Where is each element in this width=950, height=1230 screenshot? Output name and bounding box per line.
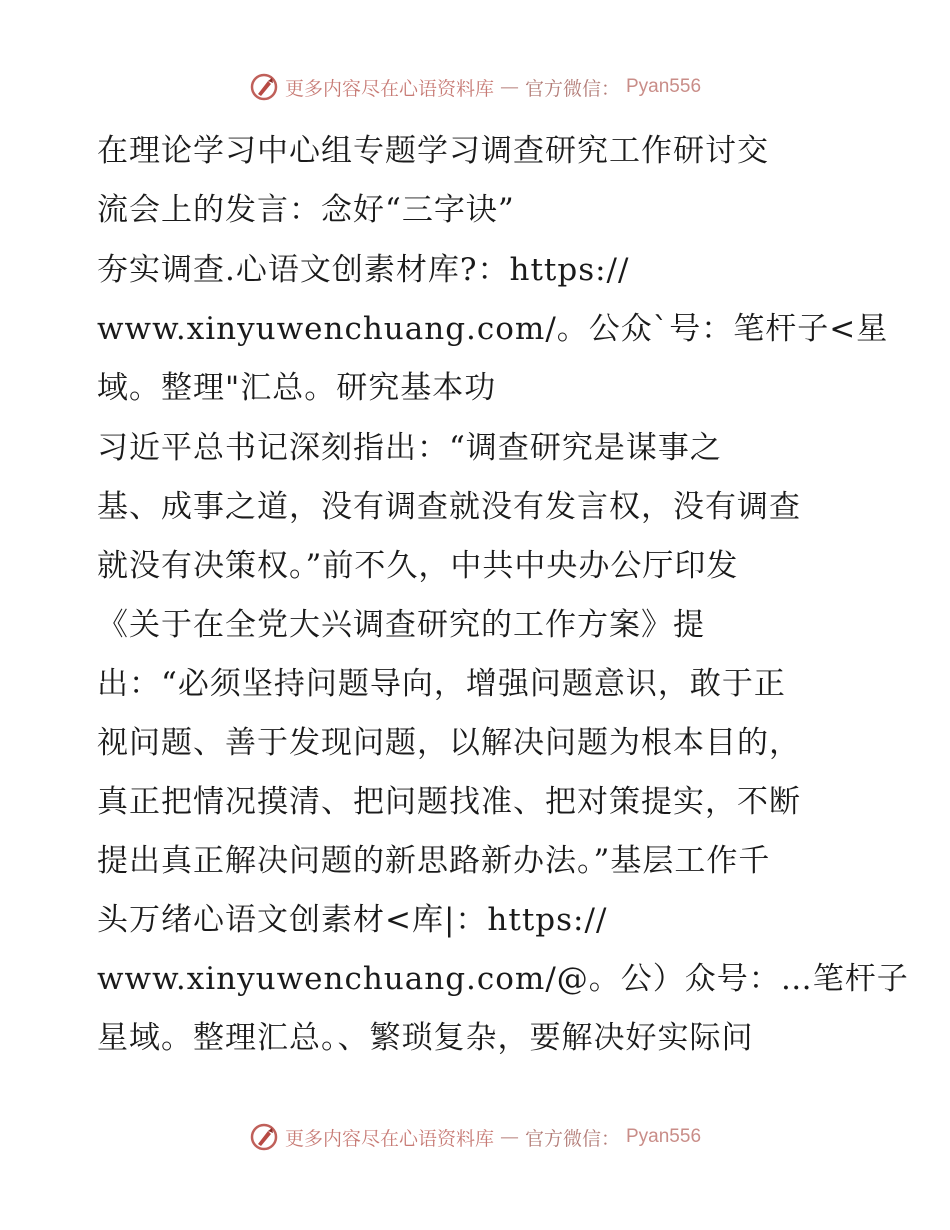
pen-nib-logo-icon xyxy=(249,1122,279,1152)
paragraph-line: www.xinyuwenchuang.com/。公众`号：笔杆子<星 xyxy=(97,311,889,347)
paragraph-line: 出：“必须坚持问题导向，增强问题意识，敢于正 xyxy=(97,666,786,702)
paragraph-line: 就没有决策权。”前不久，中共中央办公厅印发 xyxy=(97,548,739,584)
banner-wechat-id: Pyan556 xyxy=(626,1126,702,1147)
banner-text: 更多内容尽在心语资料库 xyxy=(284,77,494,100)
paragraph-line: 视问题、善于发现问题，以解决问题为根本目的， xyxy=(97,725,801,761)
paragraph-line: 《关于在全党大兴调查研究的工作方案》提 xyxy=(97,607,705,643)
title-line-1: 在理论学习中心组专题学习调查研究工作研讨交 xyxy=(97,133,769,169)
paragraph-line: 夯实调查.心语文创素材库?：https:// xyxy=(97,252,630,288)
paragraph-line: 星域。整理汇总。、繁琐复杂，要解决好实际问 xyxy=(97,1020,754,1056)
paragraph-line: 提出真正解决问题的新思路新办法。”基层工作千 xyxy=(97,843,771,879)
paragraph-line: 域。整理"汇总。研究基本功 xyxy=(97,370,497,406)
paragraph-line: 真正把情况摸清、把问题找准、把对策提实，不断 xyxy=(97,784,801,820)
banner-wechat-label: 官方微信： xyxy=(524,1127,620,1150)
document-body xyxy=(97,122,909,1068)
footer-banner xyxy=(0,1122,950,1152)
paragraph-line: 基、成事之道，没有调查就没有发言权，没有调查 xyxy=(97,489,801,525)
banner-wechat-id: Pyan556 xyxy=(626,76,702,97)
paragraph-line: www.xinyuwenchuang.com/@。公）众号：…笔杆子 xyxy=(97,961,909,997)
paragraph-line: 习近平总书记深刻指出：“调查研究是谋事之 xyxy=(97,430,722,466)
banner-wechat-label: 官方微信： xyxy=(524,77,620,100)
title-line-2: 流会上的发言：念好“三字诀” xyxy=(97,192,515,228)
banner-text: 更多内容尽在心语资料库 xyxy=(284,1127,494,1150)
banner-separator: — xyxy=(499,76,519,98)
banner-separator: — xyxy=(499,1126,519,1148)
pen-nib-logo-icon xyxy=(249,72,279,102)
paragraph-line: 头万绪心语文创素材<库|：https:// xyxy=(97,902,608,938)
header-banner xyxy=(0,72,950,102)
